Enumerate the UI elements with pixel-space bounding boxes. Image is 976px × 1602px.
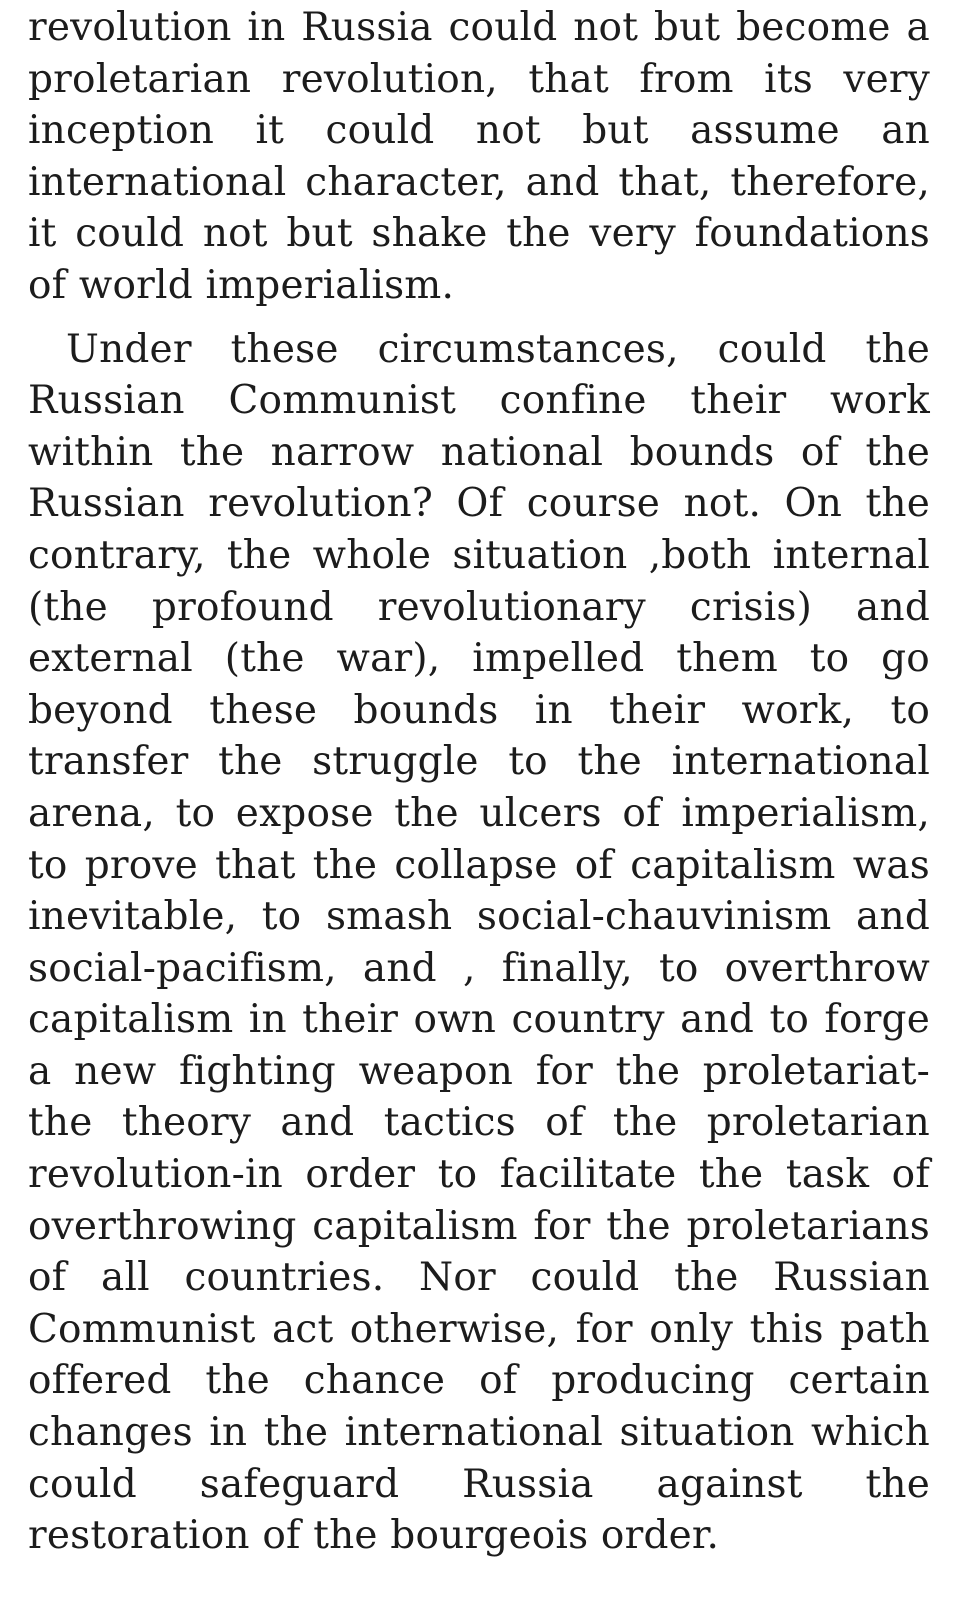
paragraph-continued: revolution in Russia could not but become a proletarian revolution, that from its very inception it could not but assume an international character, and that, therefore, it could not but shake the very foundations of world imperialism. <box>28 5 930 308</box>
paragraph-main: Under these circumstances, could the Russian Communist confine their work within the narrow national bounds of the Russian revolution? Of course not. On the contrary, the whole situation ,both internal (the profound revolutionary crisis) and external (the war), impelled them to go beyond these bounds in their work, to transfer the struggle to the international arena, to expose the ulcers of imperialism, to prove that the collapse of capitalism was inevitable, to smash social-chauvinism and social-pacifism, and , finally, to overthrow capitalism in their own country and to forge a new fighting weapon for the proletariat-the theory and tactics of the proletarian revolution-in order to facilitate the task of overthrowing capitalism for the proletarians of all countries. Nor could the Russian Communist act otherwise, for only this path offered the chance of producing certain changes in the international situation which could safeguard Russia against the restoration of the bourgeois order. <box>28 326 930 1559</box>
reader-page <box>0 2 976 1602</box>
